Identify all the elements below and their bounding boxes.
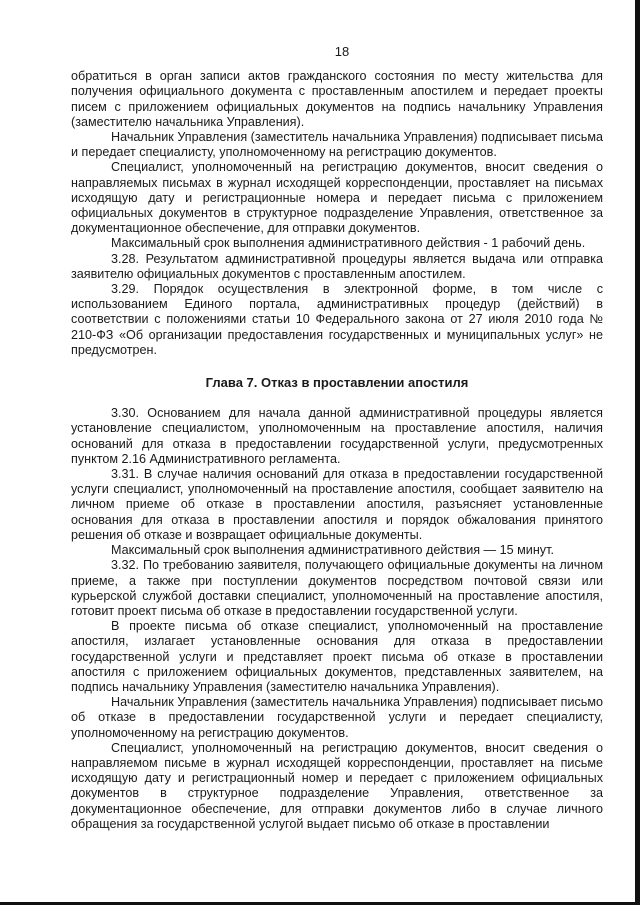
paragraph: Специалист, уполномоченный на регистрацию документов, вносит сведения о направляемом письме в журнал исходящей корреспонденции, проставляет на письме исходящую дату и регистрационный номер и передает с приложением официальных документов в структурное подразделение Управления, ответственное за документационное обеспечение, для отправки документов либо в случае личного обращения за государственной услугой выдает письмо об отказе в проставлении [71,740,603,831]
paragraph-3-32: 3.32. По требованию заявителя, получающего официальные документы на личном приеме, а также при поступлении документов посредством почтовой связи или курьерской службой доставки специалист, уполномоченный на проставление апостиля, готовит проект письма об отказе в предоставлении государственной услуги. [71,558,603,618]
page-number: 18 [334,44,350,59]
paragraph-continuation: обратиться в орган записи актов гражданского состояния по месту жительства для получения официального документа с проставленным апостилем и передает проекты писем с приложением официальных документов на подпись начальнику Управления (заместителю начальника Управления). [71,69,603,129]
paragraph: Начальник Управления (заместитель начальника Управления) подписывает письмо об отказе в предоставлении государственной услуги и передает специалисту, уполномоченному на регистрацию документов. [71,695,603,740]
paragraph-3-31: 3.31. В случае наличия оснований для отказа в предоставлении государственной услуги специалист, уполномоченный на проставление апостиля, сообщает заявителю на личном приеме об отказе в проставлении апостиля, разъясняет установленные основания для отказа в проставлении апостиля и порядок обжалования принятого решения об отказе и возвращает официальные документы. [71,467,603,542]
chapter-title: Глава 7. Отказ в проставлении апостиля [205,375,469,391]
paragraph: Максимальный срок выполнения административного действия - 1 рабочий день. [111,236,586,251]
paragraph: В проекте письма об отказе специалист, уполномоченный на проставление апостиля, излагает установленные основания для отказа в предоставлении государственной услуги и представляет проект письма об отказе в проставлении апостиля с приложением официальных документов, представленных заявителем, на подпись начальнику Управления (заместителю начальника Управления). [71,619,603,694]
paragraph-3-30: 3.30. Основанием для начала данной административной процедуры является установление специалистом, уполномоченным на проставление апостиля, наличия оснований для отказа в предоставлении государственной услуги, предусмотренных пунктом 2.16 Административного регламента. [71,406,603,466]
paragraph: Начальник Управления (заместитель начальника Управления) подписывает письма и передает специалисту, уполномоченному на регистрацию документов. [71,130,603,160]
paragraph: Максимальный срок выполнения административного действия — 15 минут. [111,543,554,558]
document-page [71,44,603,832]
paragraph: Специалист, уполномоченный на регистрацию документов, вносит сведения о направляемых письмах в журнал исходящей корреспонденции, проставляет на письмах исходящую дату и регистрационные номера и передает письма с приложением официальных документов в структурное подразделение Управления, ответственное за документационное обеспечение, для отправки документов. [71,160,603,236]
paragraph-3-28: 3.28. Результатом административной процедуры является выдача или отправка заявителю официальных документов с проставленным апостилем. [71,251,603,281]
paragraph-3-29: 3.29. Порядок осуществления в электронной форме, в том числе с использованием Единого портала, административных процедур (действий) в соответствии с положениями статьи 10 Федерального закона от 27 июля 2010 года № 210-ФЗ «Об организации предоставления государственных и муниципальных услуг» не предусмотрен. [71,282,603,357]
scan-edge-right [635,0,640,905]
